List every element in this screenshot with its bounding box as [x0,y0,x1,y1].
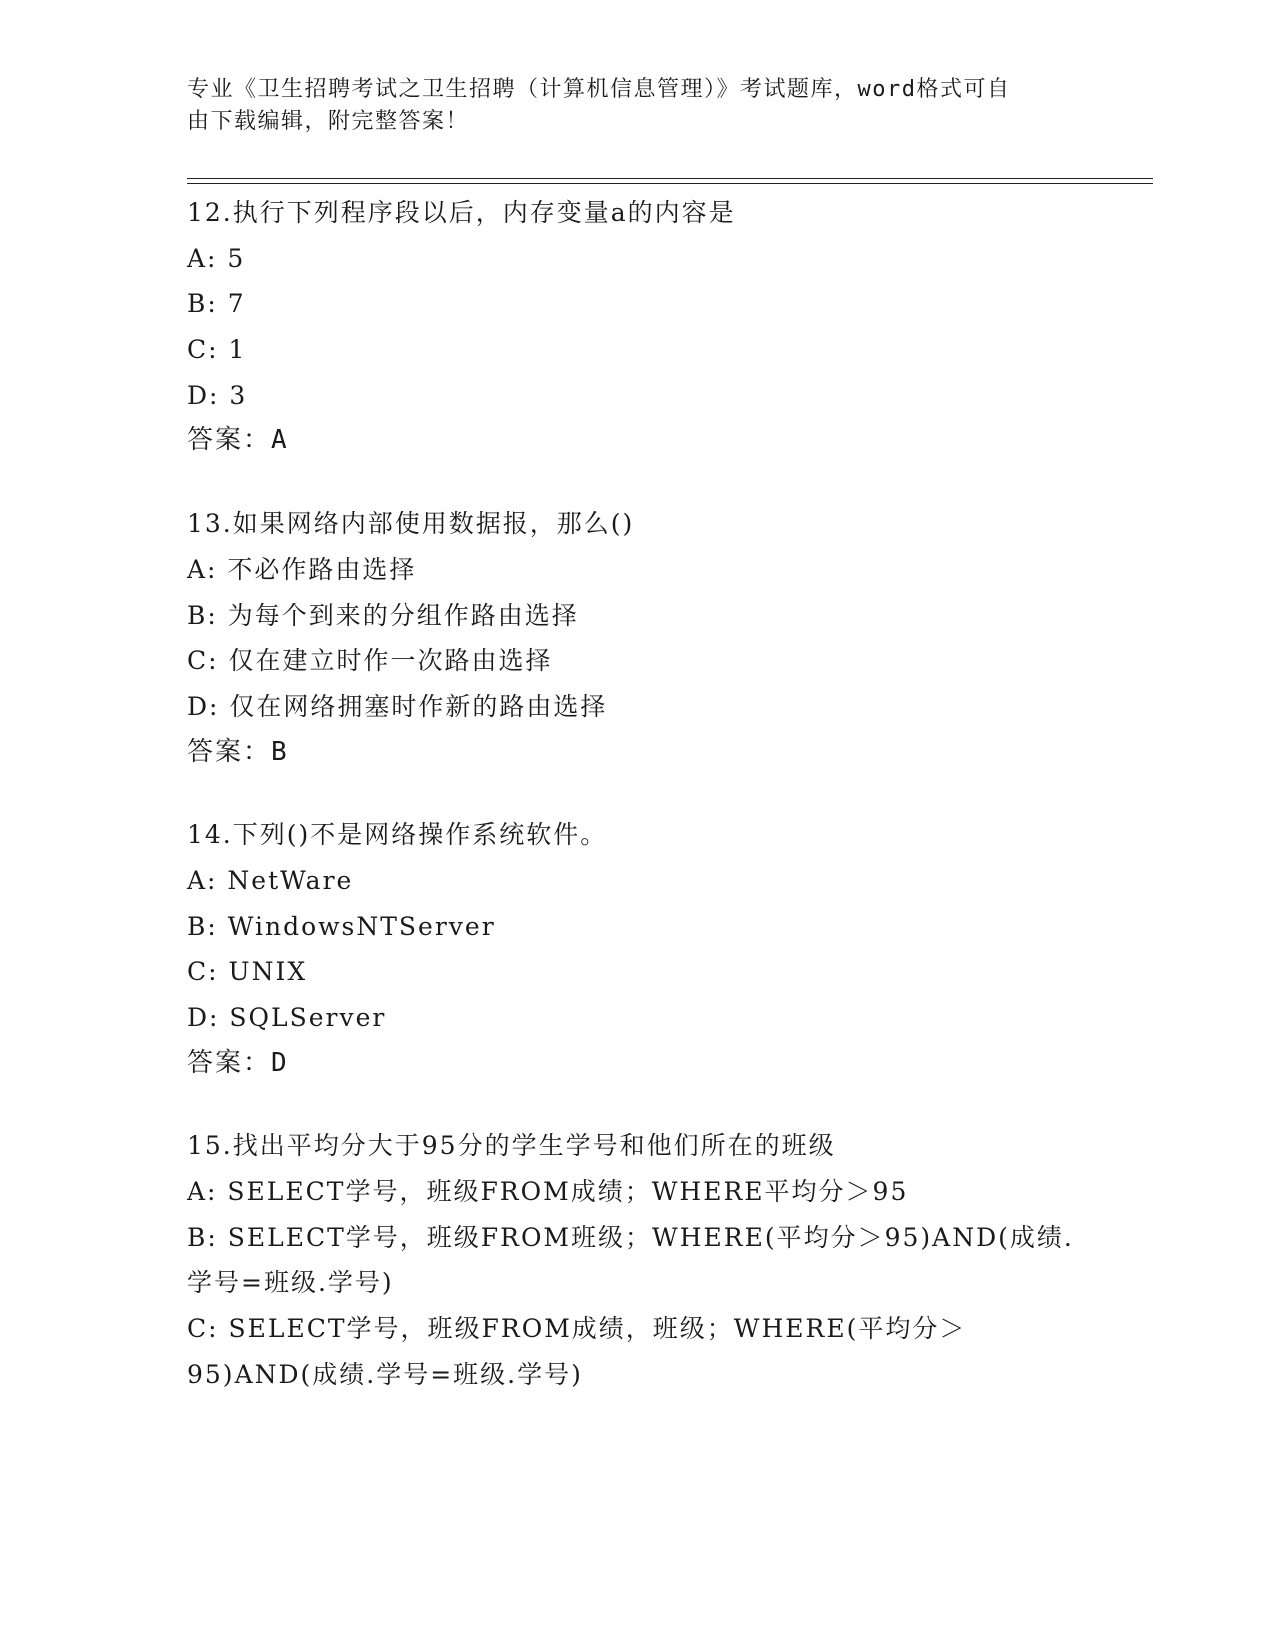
answer-label: 答案：A [187,425,289,456]
option-a: A: 不必作路由选择 [187,554,417,584]
answer-label: 答案：B [187,736,289,767]
question-stem: 13.如果网络内部使用数据报，那么() [187,509,635,539]
answer-label: 答案：D [187,1047,289,1078]
question-stem: 15.找出平均分大于95分的学生学号和他们所在的班级 [187,1131,836,1161]
option-d: D: 3 [187,380,248,410]
option-d: D: 仅在网络拥塞时作新的路由选择 [187,691,608,721]
question-14 [187,812,1087,1086]
option-c: C: 1 [187,335,247,365]
option-b: B: WindowsNTServer [187,911,496,941]
question-13 [187,501,1087,775]
option-b: B: SELECT学号，班级FROM班级；WHERE(平均分＞95)AND(成绩.学号=班级.学号) [187,1222,1074,1298]
option-b: B: 7 [187,289,246,319]
option-a: A: NetWare [187,865,354,895]
question-stem: 14.下列()不是网络操作系统软件。 [187,820,608,850]
option-b: B: 为每个到来的分组作路由选择 [187,600,579,630]
option-c: C: SELECT学号，班级FROM成绩，班级；WHERE(平均分＞95)AND(成绩.学号=班级.学号) [187,1314,967,1389]
header-line-1: 专业《卫生招聘考试之卫生招聘（计算机信息管理）》考试题库，word格式可自 [187,77,1011,102]
option-a: A: SELECT学号，班级FROM成绩；WHERE平均分＞95 [187,1177,909,1207]
question-15 [187,1123,1087,1397]
header-line-2: 由下载编辑，附完整答案！ [187,109,470,134]
option-c: C: 仅在建立时作一次路由选择 [187,646,553,676]
option-a: A: 5 [187,243,246,273]
option-c: C: UNIX [187,957,308,987]
question-stem: 12.执行下列程序段以后，内存变量a的内容是 [187,198,736,227]
question-list [187,190,1087,1435]
document-header [187,74,1067,138]
header-rule-bottom [187,183,1153,184]
question-12 [187,190,1087,464]
header-rule-top [187,178,1153,179]
option-d: D: SQLServer [187,1003,387,1032]
